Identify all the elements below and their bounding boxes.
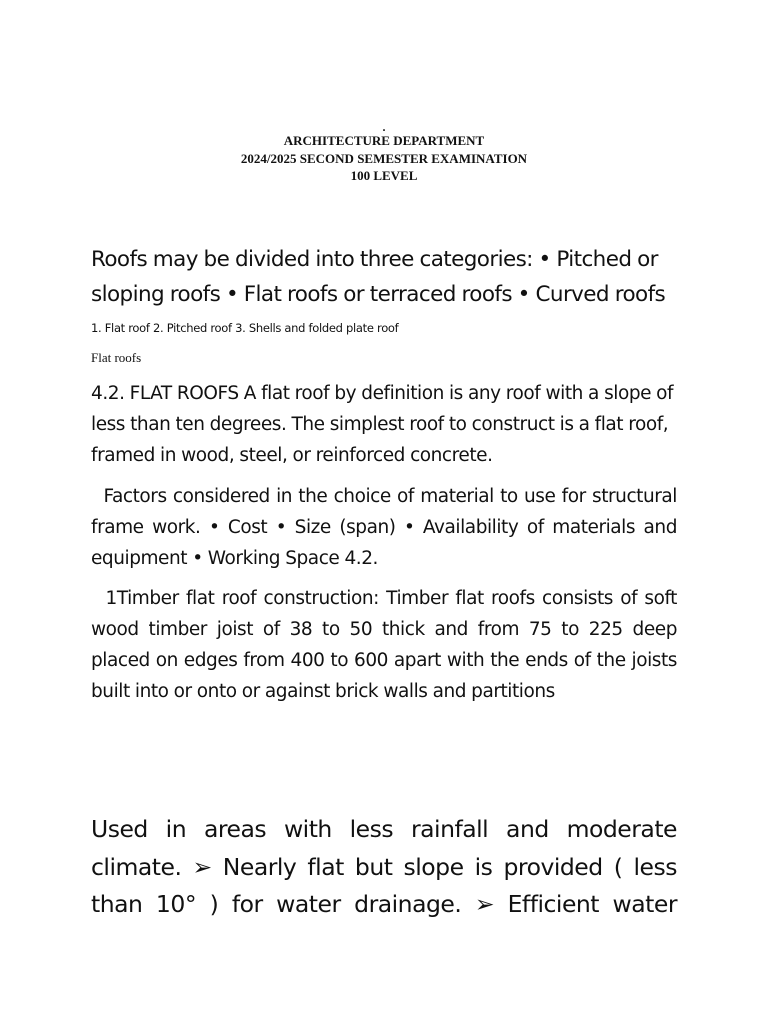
department-title: ARCHITECTURE DEPARTMENT — [283, 133, 485, 148]
flat-roofs-label: Flat roofs — [91, 350, 142, 365]
material-factors-paragraph: Factors considered in the choice of material to use for structural frame work. • Cost • Size (span) • Availability of materials and equipment • Working Space 4.2. — [91, 486, 677, 569]
exam-header — [0, 122, 768, 185]
timber-flat-roof-paragraph: 1Timber flat roof construction: Timber flat roofs consists of soft wood timber joist of 38 to 50 thick and from 75 to 225 deep placed on edges from 400 to 600 apart with the ends of the joists built into or onto or against brick walls and partitions — [91, 588, 677, 702]
flat-roof-usage-paragraph: Used in areas with less rainfall and moderate climate. ➢ Nearly flat but slope is provided ( less than 10° ) for water drainage. ➢ Efficient water — [91, 815, 677, 918]
header-dot: . — [382, 120, 386, 134]
roof-types-list: 1. Flat roof 2. Pitched roof 3. Shells and folded plate roof — [91, 321, 399, 335]
roof-categories-paragraph: Roofs may be divided into three categories: • Pitched or sloping roofs • Flat roofs or terraced roofs • Curved roofs — [91, 247, 666, 307]
exam-title: 2024/2025 SECOND SEMESTER EXAMINATION — [240, 150, 528, 166]
level-title: 100 LEVEL — [350, 168, 418, 183]
flat-roofs-definition-paragraph: 4.2. FLAT ROOFS A flat roof by definition is any roof with a slope of less than ten degrees. The simplest roof to construct is a flat roof, framed in wood, steel, or reinforced concrete. — [91, 383, 674, 466]
